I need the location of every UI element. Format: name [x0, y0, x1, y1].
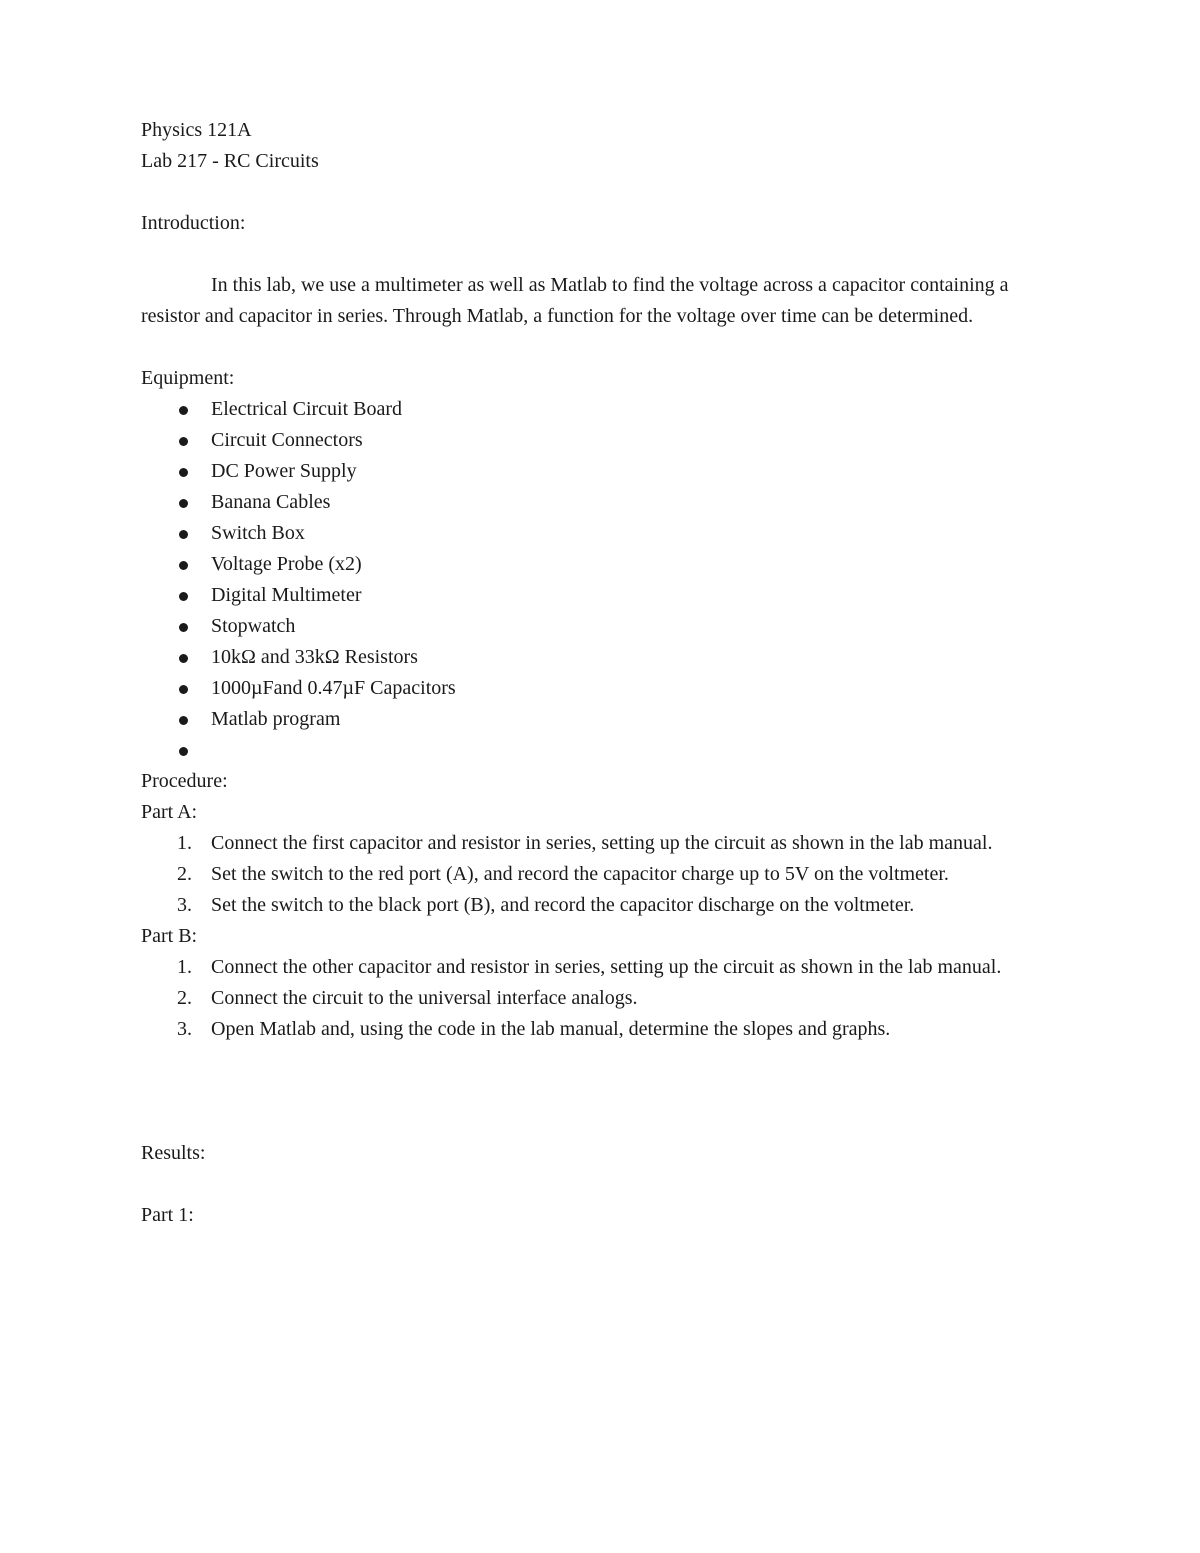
- introduction-text: In this lab, we use a multimeter as well as Matlab to find the voltage across a capacitor containing a resistor and capacitor in series. Through Matlab, a function for the voltage over time can be determined.: [141, 274, 1009, 327]
- results-heading: Results:: [141, 1142, 206, 1164]
- list-item: 2. Set the switch to the red port (A), and record the capacitor charge up to 5V on the voltmeter.: [177, 863, 949, 885]
- list-item: [141, 735, 1061, 766]
- list-item: 3. Set the switch to the black port (B), and record the capacitor discharge on the voltmeter.: [177, 894, 915, 916]
- list-item: DC Power Supply: [141, 456, 1061, 487]
- list-item: Banana Cables: [141, 487, 1061, 518]
- part-b-heading: Part B:: [141, 925, 198, 947]
- part-a-steps: [141, 828, 1061, 921]
- list-item: Circuit Connectors: [141, 425, 1061, 456]
- bullet-icon: [179, 468, 188, 477]
- bullet-icon: [179, 530, 188, 539]
- list-item: 10kΩ and 33kΩ Resistors: [141, 642, 1061, 673]
- bullet-icon: [179, 437, 188, 446]
- equipment-list: [141, 394, 1061, 766]
- bullet-icon: [179, 685, 188, 694]
- list-item: 1000µFand 0.47µF Capacitors: [141, 673, 1061, 704]
- list-item: 2. Connect the circuit to the universal interface analogs.: [177, 987, 638, 1009]
- introduction-heading: Introduction:: [141, 212, 246, 234]
- bullet-icon: [179, 499, 188, 508]
- lab-title: Lab 217 - RC Circuits: [141, 150, 319, 172]
- part-b-steps: [141, 952, 1061, 1045]
- procedure-heading: Procedure:: [141, 770, 228, 792]
- list-item: 1. Connect the other capacitor and resistor in series, setting up the circuit as shown in the lab manual.: [177, 956, 1002, 978]
- bullet-icon: [179, 716, 188, 725]
- list-item: 1. Connect the first capacitor and resistor in series, setting up the circuit as shown in the lab manual.: [177, 832, 993, 854]
- bullet-icon: [179, 561, 188, 570]
- bullet-icon: [179, 623, 188, 632]
- list-item: Matlab program: [141, 704, 1061, 735]
- bullet-icon: [179, 747, 188, 756]
- document-page: [141, 115, 1061, 1231]
- list-item: Voltage Probe (x2): [141, 549, 1061, 580]
- list-item: Stopwatch: [141, 611, 1061, 642]
- results-part-1-heading: Part 1:: [141, 1204, 194, 1226]
- part-a-heading: Part A:: [141, 801, 198, 823]
- bullet-icon: [179, 654, 188, 663]
- bullet-icon: [179, 406, 188, 415]
- list-item: Switch Box: [141, 518, 1061, 549]
- list-item: Digital Multimeter: [141, 580, 1061, 611]
- course-title: Physics 121A: [141, 119, 252, 141]
- bullet-icon: [179, 592, 188, 601]
- list-item: Electrical Circuit Board: [141, 394, 1061, 425]
- equipment-heading: Equipment:: [141, 367, 235, 389]
- list-item: 3. Open Matlab and, using the code in the lab manual, determine the slopes and graphs.: [177, 1018, 891, 1040]
